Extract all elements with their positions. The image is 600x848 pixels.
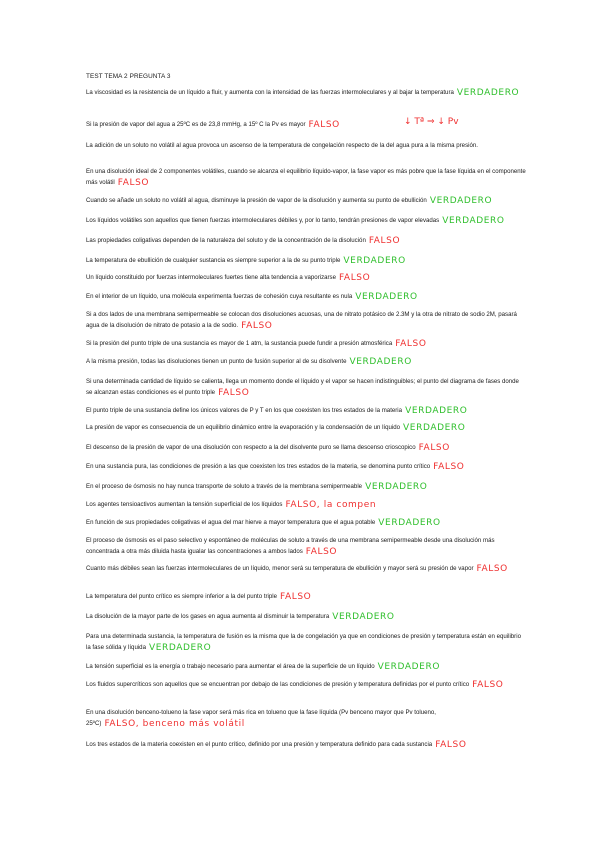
question-text: La presión de vapor es consecuencia de un equilibrio dinámico entre la evaporación y la condensación de un líquido (86, 424, 401, 431)
question-item (86, 482, 526, 493)
question-item (86, 406, 526, 417)
question-item (86, 708, 526, 729)
question-text: Si a dos lados de una membrana semipermeable se colocan dos disoluciones acuosas, una de nitrato potásico de 2.3M y la otra de nitrato de sodio 2M, pasará agua de la disolución de nitrato de potasio a la de sodio. (86, 311, 517, 329)
answer-falso: FALSO (433, 462, 465, 472)
question-item (86, 500, 526, 511)
answer-falso: FALSO, benceno más volátil (104, 718, 245, 729)
answer-falso: FALSO (338, 273, 371, 283)
question-item (86, 377, 526, 398)
answer-falso: FALSO (117, 177, 150, 188)
answer-verdadero: VERDADERO (365, 482, 428, 492)
answer-verdadero: VERDADERO (332, 612, 395, 622)
answer-falso: FALSO (280, 592, 312, 602)
question-item (86, 292, 526, 303)
question-item (86, 167, 526, 188)
answer-verdadero: VERDADERO (456, 88, 520, 98)
answer-falso: FALSO (308, 120, 340, 130)
question-text: A la misma presión, todas las disoluciones tienen un punto de fusión superior al de su disolvente (86, 358, 347, 365)
question-text: Un líquido constituido por fuerzas intermoleculares fuertes tiene alta tendencia a vaporizarse (86, 274, 336, 281)
answer-verdadero: VERDADERO (429, 196, 493, 206)
question-text: Si una determinada cantidad de líquido se calienta, llega un momento donde el líquido y el vapor se hacen indistinguibles; el punto del diagrama de fases donde se alcanzan estas condiciones es el punto triple (86, 378, 519, 396)
question-text: Los tres estados de la materia coexisten en el punto crítico, definido por una presión y temperatura definido para cada sustancia (86, 741, 433, 748)
answer-verdadero: VERDADERO (377, 662, 441, 672)
answer-falso: FALSO (418, 443, 450, 453)
answer-verdadero: VERDADERO (343, 256, 406, 266)
question-item (86, 662, 526, 673)
question-text: El descenso de la presión de vapor de una disolución con respecto a la del disolvente puro se llama descenso crioscopico (86, 444, 416, 451)
question-item (86, 216, 526, 227)
answer-verdadero: VERDADERO (349, 357, 412, 367)
question-item (86, 236, 526, 247)
question-item (86, 423, 526, 434)
question-text: Cuanto más débiles sean las fuerzas intermoleculares de un líquido, menor será su temperatura de ebullición y mayor será su presión de vapor (86, 565, 474, 572)
question-text: Cuando se añade un soluto no volátil al agua, disminuye la presión de vapor de la disolución y aumenta su punto de ebullición (86, 197, 427, 204)
question-text: La viscosidad es la resistencia de un líquido a fluir, y aumenta con la intensidad de las fuerzas intermoleculares y al bajar la temperatura (86, 89, 454, 96)
question-item (86, 612, 526, 623)
question-item (86, 536, 526, 557)
question-text: En una disolución benceno-tolueno la fase vapor será más rica en tolueno que la fase líquida (Pv benceno mayor que Pv tolueno, 25ºC) (86, 709, 436, 727)
question-item (86, 120, 526, 131)
page-title: TEST TEMA 2 PREGUNTA 3 (86, 73, 171, 80)
question-text: Los agentes tensioactivos aumentan la tensión superficial de los líquidos (86, 501, 283, 508)
question-item (86, 518, 526, 529)
answer-falso: FALSO (368, 236, 401, 246)
question-text: En función de sus propiedades coligativas el agua del mar hierve a mayor temperatura que el agua potable (86, 519, 376, 526)
answer-falso: FALSO (476, 564, 508, 574)
question-item (86, 632, 526, 653)
question-item (86, 88, 526, 99)
answer-verdadero: VERDADERO (355, 292, 418, 302)
question-text: El proceso de ósmosis es el paso selectivo y espontáneo de moléculas de soluto a través de una membrana semipermeable desde una disolución más concentrada a otra más diluida hasta igualar las concentraciones a ambos lados (86, 537, 495, 555)
answer-verdadero: VERDADERO (442, 216, 505, 226)
answer-falso: FALSO (472, 680, 504, 690)
vapor-pressure-note: ↓ Tª ⇒ ↓ Pv (404, 117, 459, 127)
answer-falso: FALSO (241, 320, 273, 331)
question-item (86, 196, 526, 207)
question-item (86, 357, 526, 368)
question-item (86, 443, 526, 454)
question-text: Las propiedades coligativas dependen de la naturaleza del soluto y de la concentración de la disolución (86, 237, 366, 244)
question-text: En una disolución ideal de 2 componentes volátiles, cuando se alcanza el equilibrio líquido-vapor, la fase vapor es más pobre que la fase líquida en el componente más volátil (86, 168, 526, 186)
question-text: La temperatura del punto crítico es siempre inferior a la del punto triple (86, 593, 278, 600)
question-text: La disolución de la mayor parte de los gases en agua aumenta al disminuir la temperatura (86, 613, 330, 620)
question-text: La adición de un soluto no volátil al agua provoca un ascenso de la temperatura de congelación respecto de la del agua pura a la misma presión. (86, 142, 478, 149)
question-item (86, 256, 526, 267)
question-item (86, 141, 526, 152)
answer-verdadero: VERDADERO (403, 423, 466, 433)
question-item (86, 564, 526, 575)
answer-verdadero: VERDADERO (148, 642, 212, 653)
question-item (86, 339, 526, 350)
question-text: En el proceso de ósmosis no hay nunca transporte de soluto a través de la membrana semipermeable (86, 483, 363, 490)
answer-falso: FALSO (218, 387, 250, 398)
question-item (86, 740, 526, 751)
question-item (86, 592, 526, 603)
answer-falso: FALSO, la compen (285, 500, 377, 510)
question-text: En una sustancia pura, las condiciones de presión a las que coexisten los tres estados de la materia, se denomina punto crítico (86, 463, 431, 470)
question-text: Si la presión de vapor del agua a 25ºC es de 23,8 mmHg, a 15º C la Pv es mayor (86, 121, 306, 128)
answer-falso: FALSO (435, 740, 467, 750)
question-text: La temperatura de ebullición de cualquier sustancia es siempre superior a la de su punto triple (86, 257, 341, 264)
answer-falso: FALSO (395, 339, 427, 349)
question-text: El punto triple de una sustancia define los únicos valores de P y T en los que coexisten los tres estados de la materia (86, 407, 403, 414)
answer-verdadero: VERDADERO (405, 406, 468, 416)
question-item (86, 462, 526, 473)
question-item (86, 310, 526, 331)
answer-falso: FALSO (305, 546, 338, 557)
question-text: Para una determinada sustancia, la temperatura de fusión es la misma que la de congelación ya que en condiciones de presión y temperatura están en equilibrio la fase sólida y líquida (86, 633, 521, 651)
question-item (86, 680, 526, 691)
answer-verdadero: VERDADERO (378, 518, 441, 528)
question-text: En el interior de un líquido, una molécula experimenta fuerzas de cohesión cuya resultante es nula (86, 293, 353, 300)
question-text: Los líquidos volátiles son aquellos que tienen fuerzas intermoleculares débiles y, por lo tanto, tendrán presiones de vapor elevadas (86, 217, 440, 224)
question-text: Los fluidos supercríticos son aquellos que se encuentran por debajo de las condiciones de presión y temperatura definidas por el punto crítico (86, 681, 470, 688)
question-text: La tensión superficial es la energía o trabajo necesario para aumentar el área de la superficie de un líquido (86, 663, 375, 670)
question-text: Si la presión del punto triple de una sustancia es mayor de 1 atm, la sustancia puede fundir a presión atmosférica (86, 340, 393, 347)
question-item (86, 273, 526, 284)
